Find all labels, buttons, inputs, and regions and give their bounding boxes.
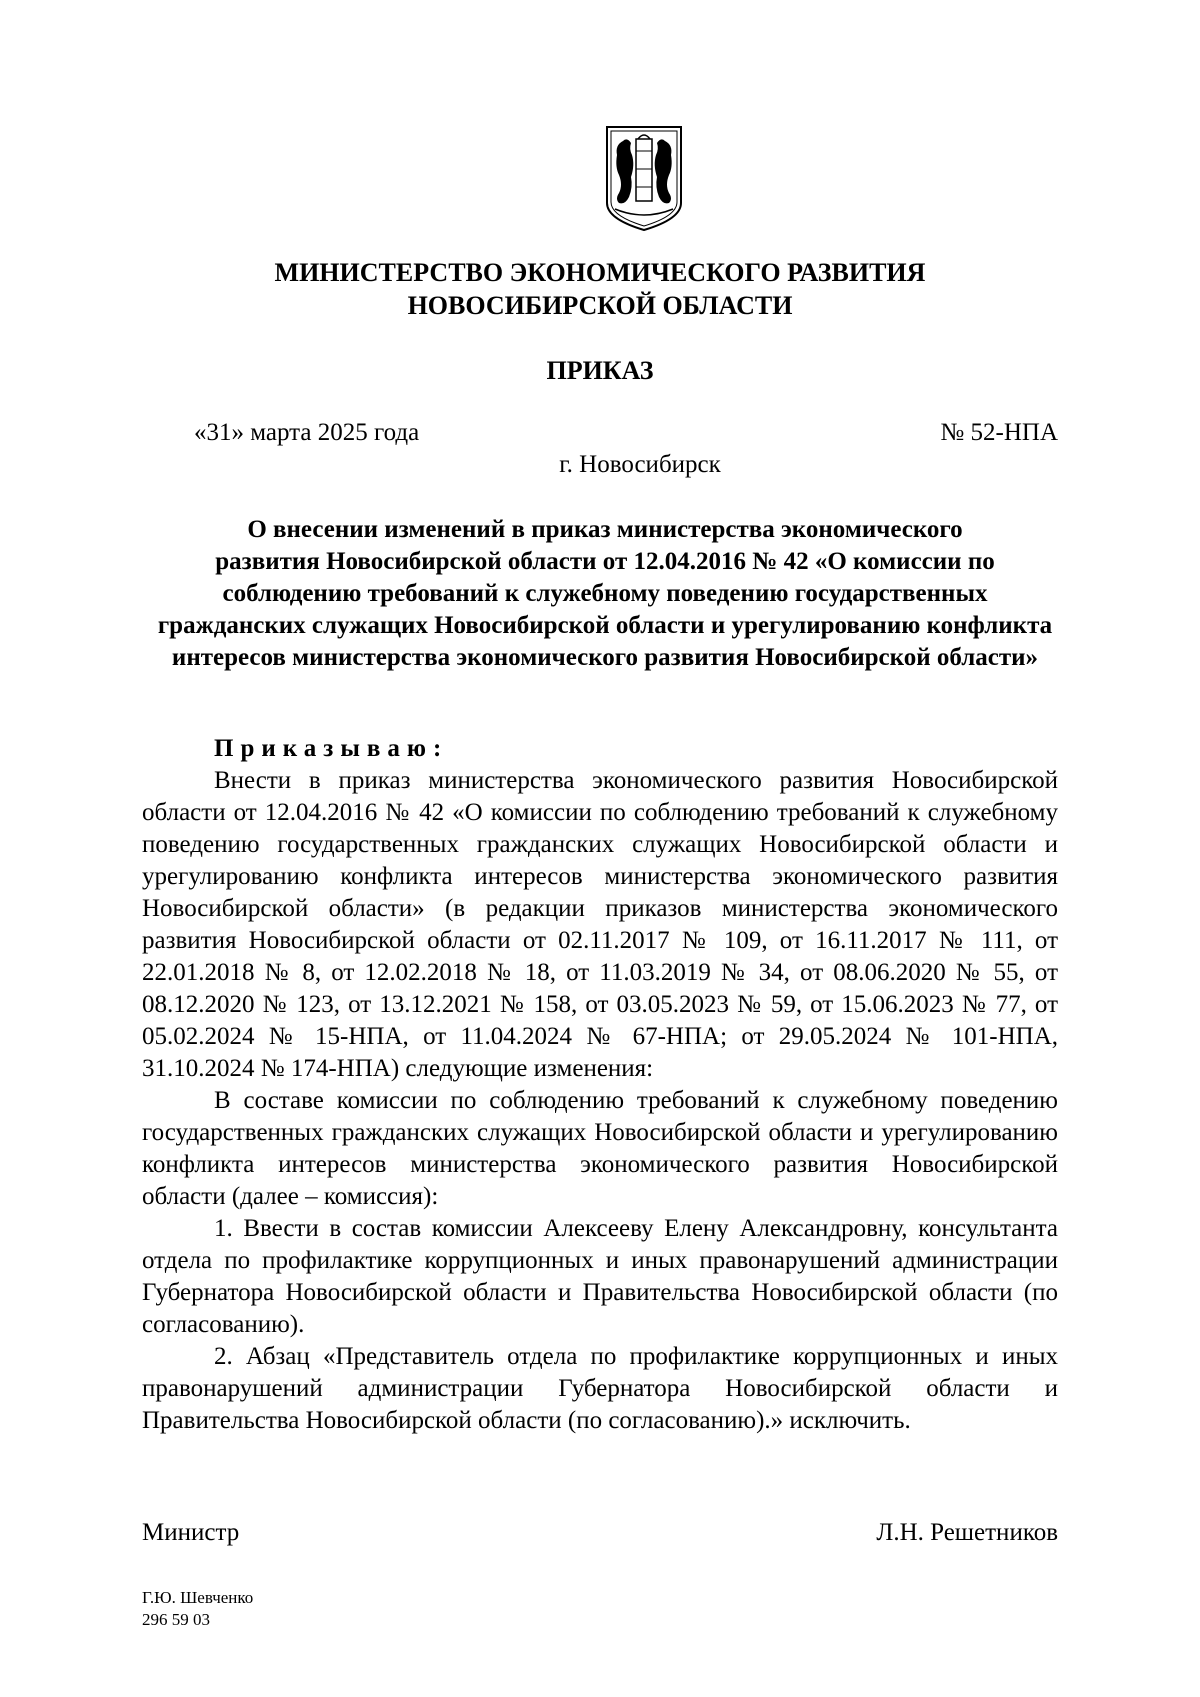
- coat-of-arms-icon: [605, 125, 683, 232]
- text-line: 22.01.2018 № 8, от 12.02.2018 № 18, от 11.03.2019 № 34, от 08.06.2020 № 55, от: [142, 959, 1058, 986]
- text-line: 2. Абзац «Представитель отдела по профилактике коррупционных и иных: [214, 1343, 1058, 1370]
- document-subject: [155, 514, 1055, 674]
- document-body: [142, 733, 1058, 1437]
- subject-line: гражданских служащих Новосибирской области и урегулированию конфликта: [157, 612, 1053, 639]
- subject-line: развития Новосибирской области от 12.04.2016 № 42 «О комиссии по: [215, 548, 995, 575]
- text-line: Правительства Новосибирской области (по согласованию).» исключить.: [142, 1407, 911, 1434]
- text-line: отдела по профилактике коррупционных и иных правонарушений администрации: [142, 1247, 1058, 1274]
- text-line: государственных гражданских служащих Новосибирской области и урегулированию: [142, 1119, 1058, 1146]
- text-line: Новосибирской области» (в редакции приказов министерства экономического: [142, 895, 1058, 922]
- item-1: [142, 1213, 1058, 1341]
- text-line: области (далее – комиссия):: [142, 1183, 439, 1210]
- paragraph-1: [142, 765, 1058, 1085]
- ministry-name-line-1: МИНИСТЕРСТВО ЭКОНОМИЧЕСКОГО РАЗВИТИЯ: [274, 258, 926, 287]
- text-line: урегулированию конфликта интересов министерства экономического развития: [142, 863, 1058, 890]
- text-line: области от 12.04.2016 № 42 «О комиссии по соблюдению требований к служебному: [142, 799, 1058, 826]
- item-2: [142, 1341, 1058, 1437]
- text-line: поведению государственных гражданских служащих Новосибирской области и: [142, 831, 1058, 858]
- text-line: правонарушений администрации Губернатора Новосибирской области и: [142, 1375, 1058, 1402]
- text-line: Губернатора Новосибирской области и Правительства Новосибирской области (по: [142, 1279, 1058, 1306]
- document-date: «31» марта 2025 года: [194, 419, 420, 446]
- subject-line: соблюдению требований к служебному поведению государственных: [222, 580, 988, 607]
- subject-line: О внесении изменений в приказ министерства экономического: [247, 516, 963, 543]
- order-heading: Приказываю:: [214, 735, 449, 762]
- text-line: 08.12.2020 № 123, от 13.12.2021 № 158, от 03.05.2023 № 59, от 15.06.2023 № 77, от: [142, 991, 1058, 1018]
- text-line: Внести в приказ министерства экономического развития Новосибирской: [214, 767, 1058, 794]
- document-type: ПРИКАЗ: [546, 356, 654, 385]
- document-city: г. Новосибирск: [559, 451, 721, 478]
- subject-line: интересов министерства экономического развития Новосибирской области»: [171, 644, 1039, 671]
- text-line: конфликта интересов министерства экономического развития Новосибирской: [142, 1151, 1058, 1178]
- signatory-name: Л.Н. Решетников: [876, 1519, 1058, 1546]
- text-line: 05.02.2024 № 15-НПА, от 11.04.2024 № 67-НПА; от 29.05.2024 № 101-НПА,: [142, 1023, 1058, 1050]
- text-line: 31.10.2024 № 174-НПА) следующие изменения:: [142, 1055, 654, 1082]
- ministry-name-line-2: НОВОСИБИРСКОЙ ОБЛАСТИ: [407, 291, 793, 320]
- text-line: развития Новосибирской области от 02.11.2017 № 109, от 16.11.2017 № 111, от: [142, 927, 1058, 954]
- text-line: 1. Ввести в состав комиссии Алексееву Елену Александровну, консультанта: [214, 1215, 1058, 1242]
- signatory-position: Министр: [142, 1519, 240, 1546]
- text-line: В составе комиссии по соблюдению требований к служебному поведению: [214, 1087, 1058, 1114]
- executor-info: [142, 1587, 253, 1631]
- executor-name: Г.Ю. Шевченко: [142, 1588, 254, 1607]
- ministry-name: [140, 256, 1060, 322]
- executor-phone: 296 59 03: [142, 1610, 210, 1629]
- document-number: № 52-НПА: [940, 419, 1058, 446]
- paragraph-2: [142, 1085, 1058, 1213]
- text-line: согласованию).: [142, 1311, 305, 1338]
